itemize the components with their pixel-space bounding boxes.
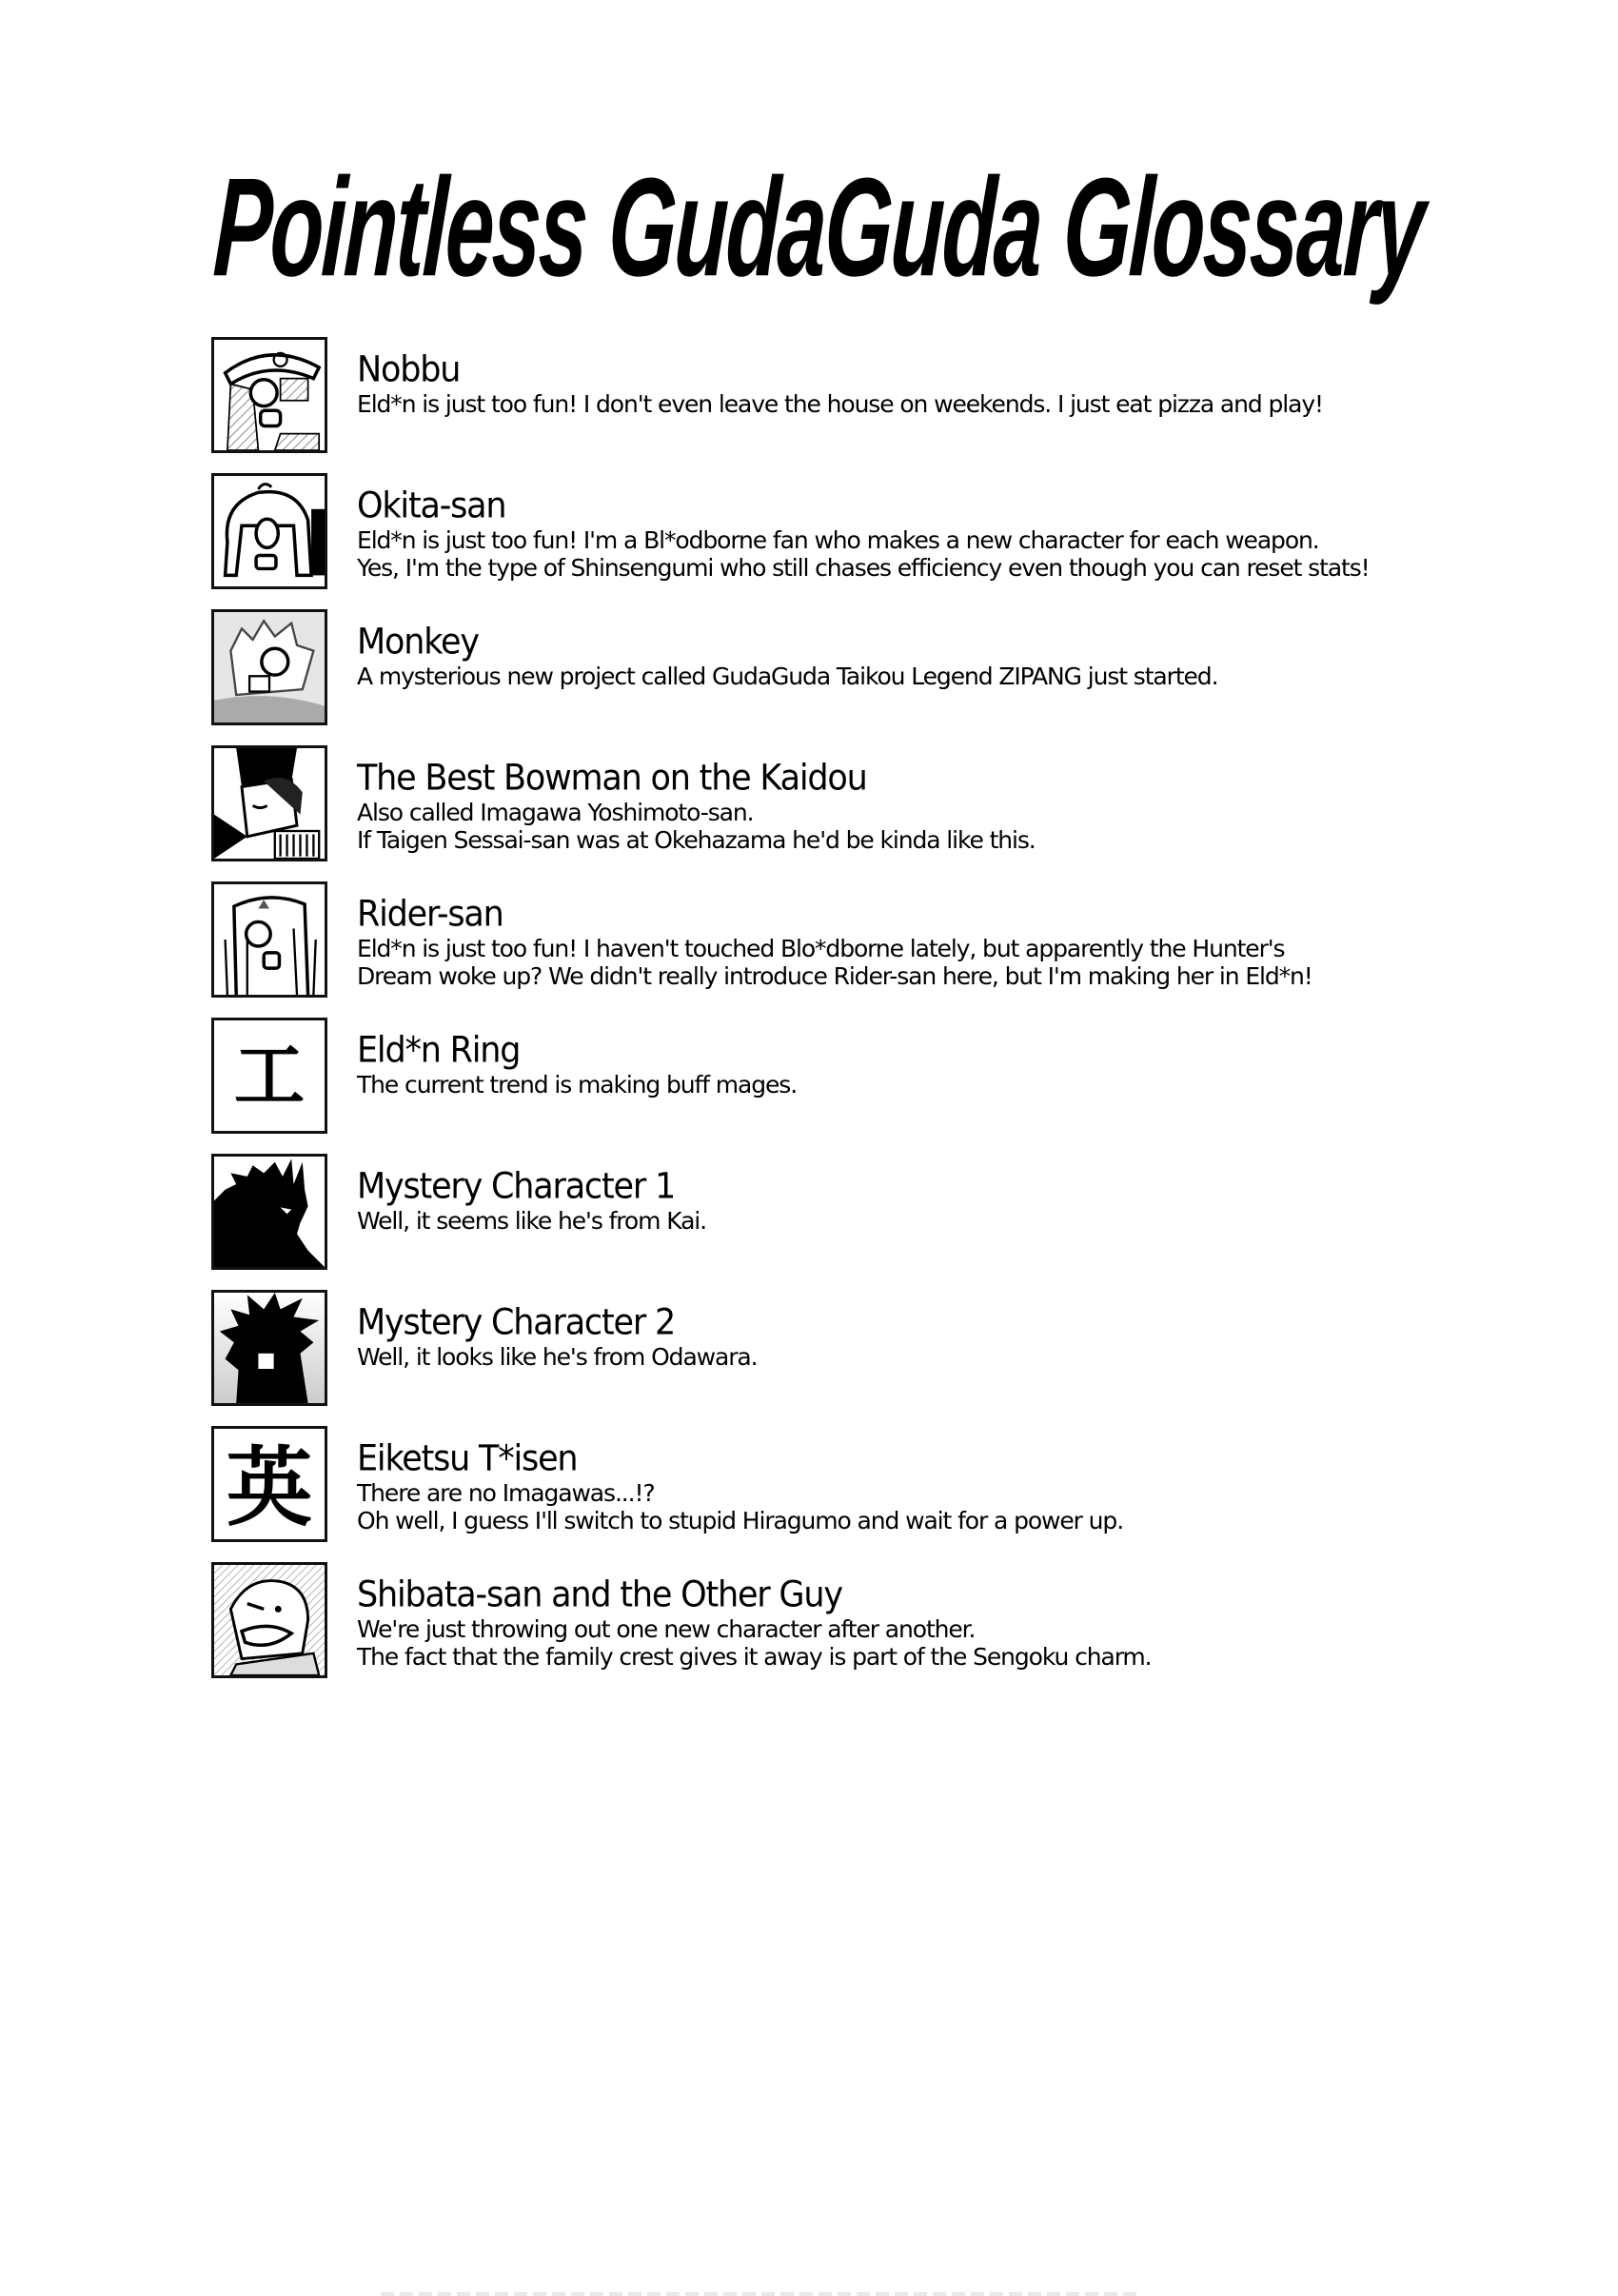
glossary-entry [209, 471, 1589, 607]
glossary-entry [209, 743, 1589, 880]
entry-description: Yes, I'm the type of Shinsengumi who still chases efficiency even though you can reset stats! [357, 554, 1370, 582]
okita-portrait-icon [211, 473, 327, 589]
entry-name: Eiketsu T*isen [357, 1437, 578, 1479]
entry-description: If Taigen Sessai-san was at Okehazama he'd be kinda like this. [357, 826, 1036, 854]
entry-name: Shibata-san and the Other Guy [357, 1574, 842, 1615]
entry-name: Mystery Character 2 [357, 1301, 676, 1343]
bowman-portrait-icon [211, 745, 327, 861]
glossary-entry [209, 1152, 1589, 1288]
mystery-silhouette-1-icon [211, 1154, 327, 1270]
entry-description: Dream woke up? We didn't really introduce Rider-san here, but I'm making her in Eld*n! [357, 962, 1312, 990]
kanji-glyph: 工 [233, 1033, 306, 1118]
entry-description: The fact that the family crest gives it away is part of the Sengoku charm. [357, 1643, 1152, 1671]
entry-description: Eld*n is just too fun! I don't even leave the house on weekends. I just eat pizza and play! [357, 390, 1323, 418]
glossary-entry [209, 335, 1589, 471]
entry-name: Rider-san [357, 893, 503, 935]
entry-description: There are no Imagawas...!? [357, 1479, 655, 1507]
glossary-entry [209, 607, 1589, 743]
entry-description: Well, it looks like he's from Odawara. [357, 1343, 758, 1371]
entry-description: Eld*n is just too fun! I'm a Bl*odborne fan who makes a new character for each weapon. [357, 526, 1319, 554]
entry-name: Nobbu [357, 348, 461, 390]
mystery-silhouette-2-icon [211, 1290, 327, 1406]
kanji-glyph: 英 [226, 1436, 313, 1538]
kanji-ei-icon [211, 1426, 327, 1542]
monkey-portrait-icon [211, 609, 327, 725]
nobbu-portrait-icon [211, 337, 327, 453]
entry-description: A mysterious new project called GudaGuda Taikou Legend ZIPANG just started. [357, 663, 1218, 690]
kanji-e-icon [211, 1018, 327, 1134]
entry-description: We're just throwing out one new character after another. [357, 1615, 976, 1643]
glossary-entry [209, 1016, 1589, 1152]
faint-footer-artifact [381, 2292, 1142, 2296]
page-title [171, 133, 1466, 324]
glossary-entry [209, 1560, 1589, 1696]
glossary-entry [209, 1288, 1589, 1424]
rider-portrait-icon [211, 881, 327, 998]
entry-name: Mystery Character 1 [357, 1165, 676, 1207]
glossary-list [209, 335, 1589, 1696]
entry-description: Also called Imagawa Yoshimoto-san. [357, 799, 754, 826]
entry-description: Well, it seems like he's from Kai. [357, 1207, 706, 1235]
entry-name: The Best Bowman on the Kaidou [357, 757, 867, 799]
shibata-portrait-icon [211, 1562, 327, 1678]
entry-description: Eld*n is just too fun! I haven't touched Blo*dborne lately, but apparently the Hunter's [357, 935, 1285, 962]
entry-description: The current trend is making buff mages. [357, 1071, 798, 1099]
entry-name: Eld*n Ring [357, 1029, 521, 1071]
entry-description: Oh well, I guess I'll switch to stupid Hiragumo and wait for a power up. [357, 1507, 1124, 1534]
glossary-entry [209, 880, 1589, 1016]
entry-name: Okita-san [357, 485, 506, 526]
page-title-text: Pointless GudaGuda Glossary [210, 149, 1427, 306]
entry-name: Monkey [357, 621, 479, 663]
glossary-entry [209, 1424, 1589, 1560]
